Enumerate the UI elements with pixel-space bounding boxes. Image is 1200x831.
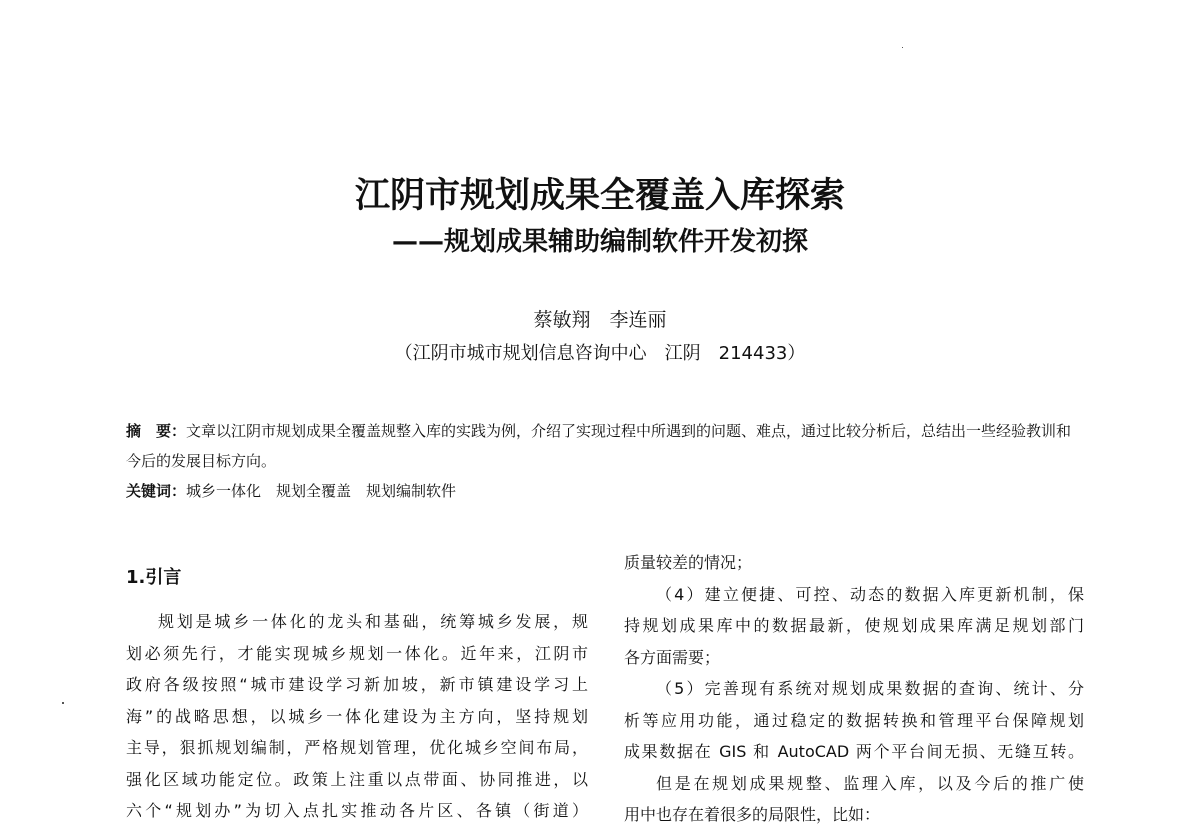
text-line: 质量较差的情况； (624, 553, 753, 572)
section-heading-introduction: 1.引言 (126, 567, 182, 588)
text-line: 持规划成果库中的数据最新，使规划成果库满足规划部门 (624, 616, 1084, 635)
text-line: 六个“规划办”为切入点扎实推动各片区、各镇（街道） (126, 801, 588, 820)
text-line: 主导，狠抓规划编制，严格规划管理，优化城乡空间布局， (126, 738, 588, 757)
abstract-label: 摘 要： (126, 422, 187, 440)
text-line: 政府各级按照“城市建设学习新加坡，新市镇建设学习上 (126, 675, 588, 694)
text-line: 强化区域功能定位。政策上注重以点带面、协同推进，以 (126, 769, 588, 789)
right-column (624, 547, 1084, 831)
left-column (126, 606, 588, 827)
text-line: 规划是城乡一体化的龙头和基础，统筹城乡发展，规 (158, 612, 588, 631)
text-line: 析等应用功能，通过稳定的数据转换和管理平台保障规划 (624, 710, 1084, 730)
affiliation: （江阴市城市规划信息咨询中心 江阴 214433） (394, 343, 806, 364)
scan-speck (62, 702, 64, 704)
text-line: 各方面需要； (624, 647, 721, 667)
paper-title: 江阴市规划成果全覆盖入库探索 (354, 176, 845, 216)
text-line: 海”的战略思想，以城乡一体化建设为主方向，坚持规划 (126, 706, 588, 726)
authors: 蔡敏翔 李连丽 (533, 309, 667, 331)
text-line: 成果数据在 GIS 和 AutoCAD 两个平台间无损、无缝互转。 (624, 742, 1084, 761)
keywords-label: 关键词： (126, 482, 187, 500)
text-line: 但是在规划成果规整、监理入库，以及今后的推广使 (656, 773, 1084, 793)
abstract (126, 416, 1084, 476)
keywords-text: 城乡一体化 规划全覆盖 规划编制软件 (186, 482, 457, 500)
scan-speck (902, 47, 903, 48)
abstract-text: 文章以江阴市规划成果全覆盖规整入库的实践为例，介绍了实现过程中所遇到的问题、难点，通过比较分析后，总结出一些经验教训和今后的发展目标方向。 (126, 422, 1072, 470)
text-line: （5）完善现有系统对规划成果数据的查询、统计、分 (656, 679, 1084, 698)
keywords (126, 477, 1084, 505)
text-line: 划必须先行，才能实现城乡规划一体化。近年来，江阴市 (126, 643, 588, 663)
text-line: 用中也存在着很多的局限性，比如： (624, 805, 881, 824)
paper-subtitle: ——规划成果辅助编制软件开发初探 (391, 227, 808, 257)
text-line: （4）建立便捷、可控、动态的数据入库更新机制，保 (656, 584, 1084, 604)
